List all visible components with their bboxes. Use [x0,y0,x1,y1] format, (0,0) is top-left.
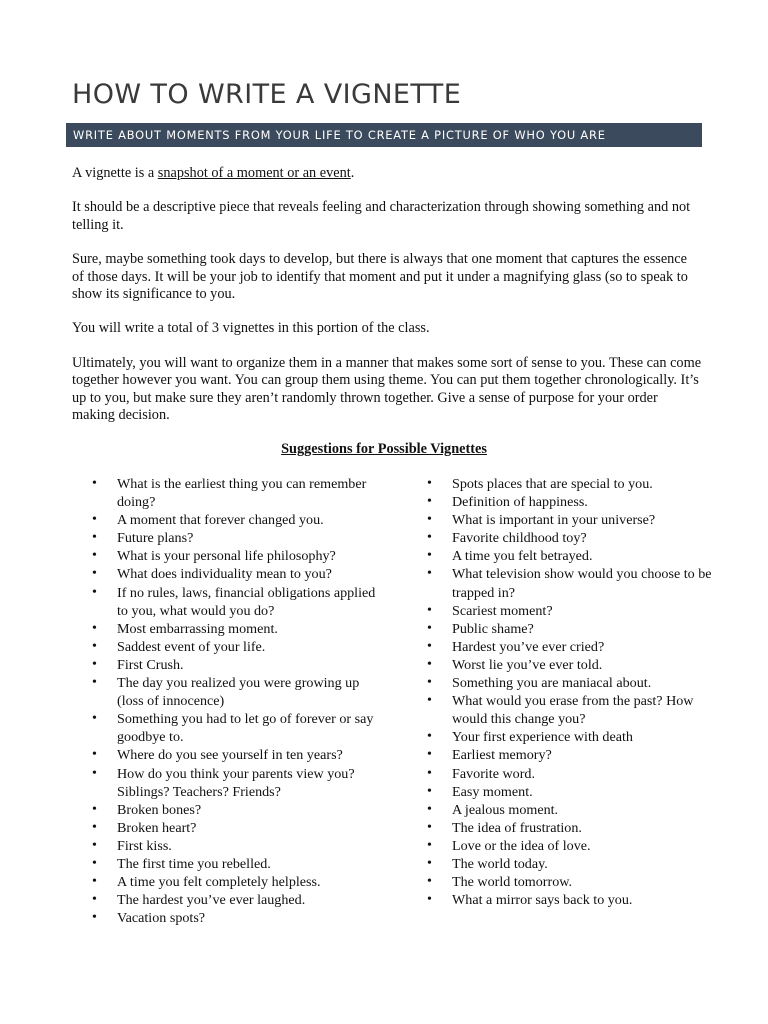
suggestion-item: • Something you had to let go of forever or say goodbye to. [90,710,380,746]
suggestion-item: • What would you erase from the past? How would this change you? [425,692,715,728]
suggestion-item: • Spots places that are special to you. [425,475,715,493]
suggestion-item: • The idea of frustration. [425,819,715,837]
suggestion-item: • Favorite childhood toy? [425,529,715,547]
suggestion-item: • Broken heart? [90,819,380,837]
suggestion-item: • Earliest memory? [425,746,715,764]
suggestion-item: • What television show would you choose to be trapped in? [425,565,715,601]
intro-suffix: . [350,165,355,181]
suggestion-item: • What is your personal life philosophy? [90,547,380,565]
suggestion-item: • Definition of happiness. [425,493,715,511]
suggestion-item: • Most embarrassing moment. [90,620,380,638]
paragraph: It should be a descriptive piece that reveals feeling and characterization through showing something and not telling it. [72,199,691,233]
suggestion-item: • The day you realized you were growing up (loss of innocence) [90,674,380,710]
suggestion-item: • A time you felt betrayed. [425,547,715,565]
suggestion-item: • First Crush. [90,656,380,674]
suggestions-heading [0,440,768,458]
suggestion-item: • A time you felt completely helpless. [90,873,380,891]
suggestions-heading-text: Suggestions for Possible Vignettes [281,441,487,457]
suggestion-item: • Future plans? [90,529,380,547]
suggestion-item: • The first time you rebelled. [90,855,380,873]
suggestion-item: • Love or the idea of love. [425,837,715,855]
intro-paragraph [72,165,702,182]
suggestion-item: • Something you are maniacal about. [425,674,715,692]
suggestion-item: • Scariest moment? [425,602,715,620]
suggestion-item: • Favorite word. [425,765,715,783]
suggestions-list-left [90,475,380,927]
suggestion-item: • Worst lie you’ve ever told. [425,656,715,674]
suggestion-item: • The hardest you’ve ever laughed. [90,891,380,909]
paragraph: Sure, maybe something took days to develop, but there is always that one moment that captures the essence of those days. It will be your job to identify that moment and put it under a magnifying glass (so to speak to show its significance to you. [72,251,688,303]
suggestions-list-right [425,475,715,909]
document-title: HOW TO WRITE A VIGNETTE [72,79,462,110]
suggestion-item: • Easy moment. [425,783,715,801]
paragraph: You will write a total of 3 vignettes in this portion of the class. [72,320,430,337]
suggestion-item: • The world tomorrow. [425,873,715,891]
suggestion-item: • Broken bones? [90,801,380,819]
suggestion-item: • Where do you see yourself in ten years? [90,746,380,764]
body-text [72,165,702,441]
intro-underlined-phrase: snapshot of a moment or an event [157,165,351,181]
suggestion-item: • Your first experience with death [425,728,715,746]
suggestion-item: • A jealous moment. [425,801,715,819]
suggestion-item: • If no rules, laws, financial obligations applied to you, what would you do? [90,584,380,620]
suggestion-item: • First kiss. [90,837,380,855]
intro-prefix: A vignette is a [72,165,158,181]
suggestion-item: • A moment that forever changed you. [90,511,380,529]
subtitle-bar: WRITE ABOUT MOMENTS FROM YOUR LIFE TO CREATE A PICTURE OF WHO YOU ARE [66,123,702,147]
suggestion-item: • Public shame? [425,620,715,638]
suggestion-item: • Saddest event of your life. [90,638,380,656]
suggestion-item: • Hardest you’ve ever cried? [425,638,715,656]
suggestion-item: • Vacation spots? [90,909,380,927]
suggestion-item: • What is the earliest thing you can remember doing? [90,475,380,511]
suggestion-item: • The world today. [425,855,715,873]
suggestion-item: • What does individuality mean to you? [90,565,380,583]
suggestion-item: • How do you think your parents view you? Siblings? Teachers? Friends? [90,765,380,801]
suggestion-item: • What is important in your universe? [425,511,715,529]
suggestion-item: • What a mirror says back to you. [425,891,715,909]
paragraph: Ultimately, you will want to organize them in a manner that makes some sort of sense to you. These can come together however you want. You can group them using theme. You can put them together chronologically. It’s up to you, but make sure they aren’t randomly thrown together. Give a sense of purpose for your order making decision. [72,354,702,424]
